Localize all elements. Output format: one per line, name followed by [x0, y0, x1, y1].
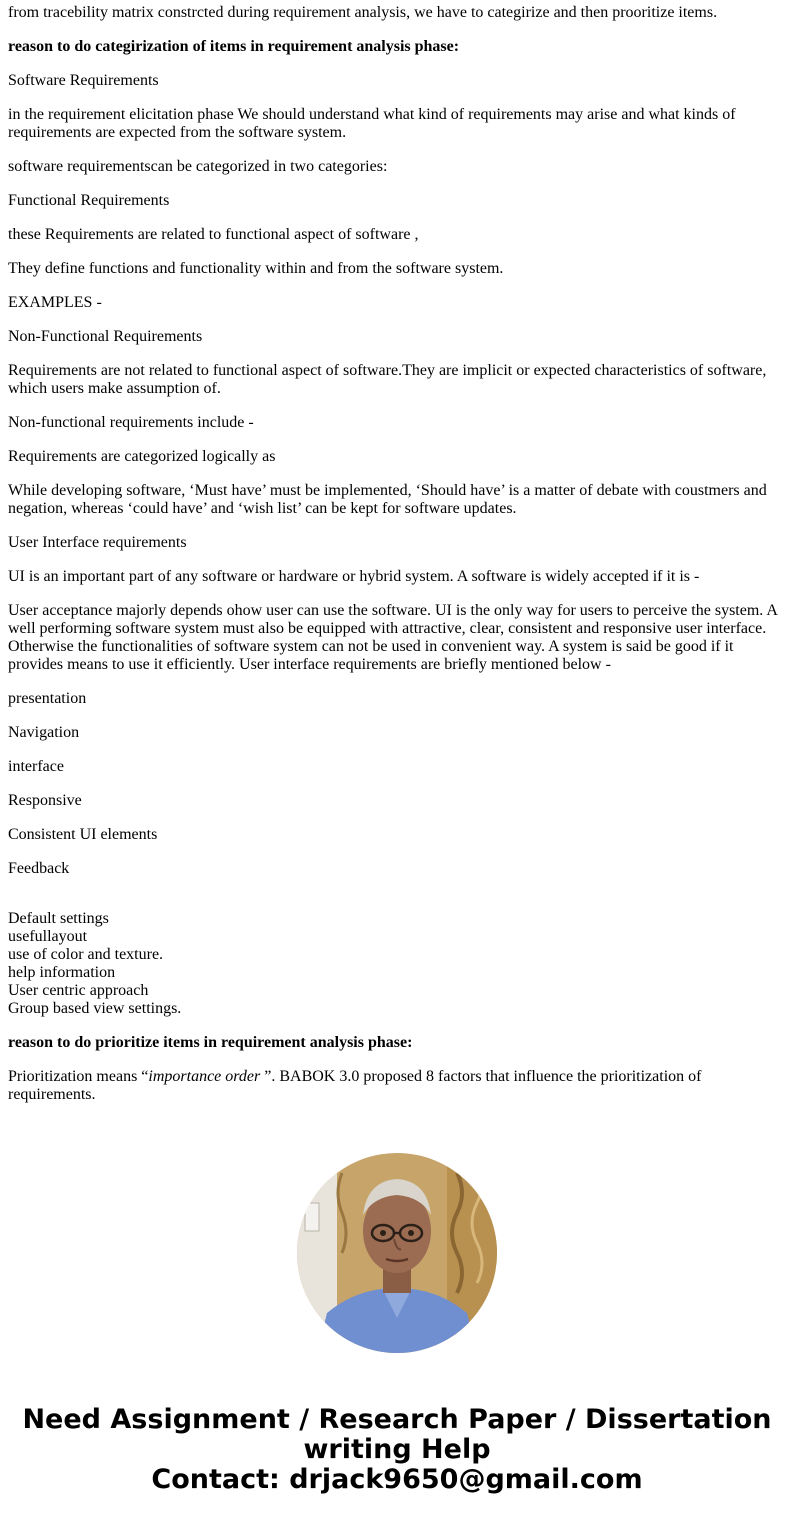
- moscow-paragraph: While developing software, ‘Must have’ must be implemented, ‘Should have’ is a matter of debate with coustmers and negation, whereas ‘could have’ and ‘wish list’ can be kept for software updates.: [8, 482, 767, 517]
- ui-requirements-list: [8, 910, 786, 1018]
- non-functional-include-label: Non-functional requirements include -: [8, 414, 254, 431]
- functions-paragraph: They define functions and functionality within and from the software system.: [8, 260, 504, 277]
- ui-item: interface: [8, 758, 64, 775]
- non-functional-requirements-label: Non-Functional Requirements: [8, 328, 203, 345]
- categories-paragraph: software requirementscan be categorized in two categories:: [8, 158, 388, 175]
- promo-footer: [0, 1405, 794, 1495]
- blank-line: [8, 894, 786, 910]
- ui-item: presentation: [8, 690, 87, 707]
- contact-email: Contact: drjack9650@gmail.com: [151, 1464, 643, 1495]
- list-item: User centric approach: [8, 982, 149, 999]
- list-item: usefullayout: [8, 928, 88, 945]
- ui-item: Responsive: [8, 792, 82, 809]
- author-avatar: [297, 1153, 497, 1353]
- promo-line: writing Help: [303, 1434, 491, 1465]
- categorized-logically-label: Requirements are categorized logically as: [8, 448, 276, 465]
- elicitation-paragraph: in the requirement elicitation phase We should understand what kind of requirements may arise and what kinds of requirements are expected from the software system.: [8, 106, 736, 141]
- list-item: help information: [8, 964, 116, 981]
- categorization-heading: reason to do categirization of items in requirement analysis phase:: [8, 38, 460, 55]
- ui-item: Navigation: [8, 724, 80, 741]
- ui-importance-paragraph: UI is an important part of any software or hardware or hybrid system. A software is widely accepted if it is -: [8, 568, 700, 585]
- ui-item: Feedback: [8, 860, 70, 877]
- functional-requirements-label: Functional Requirements: [8, 192, 170, 209]
- functional-aspect-paragraph: these Requirements are related to functional aspect of software ,: [8, 226, 419, 243]
- intro-paragraph: from tracebility matrix constrcted during requirement analysis, we have to categirize and then prooritize items.: [8, 4, 718, 21]
- prioritization-paragraph: [8, 1068, 786, 1104]
- user-acceptance-paragraph: User acceptance majorly depends ohow user can use the software. UI is the only way for users to perceive the system. A well performing software system must also be equipped with attractive, clear, consistent and responsive user interface. Otherwise the functionalities of software system can not be used in convenient way. A system is said be good if it provides means to use it efficiently. User interface requirements are briefly mentioned below -: [8, 602, 778, 673]
- list-item: Group based view settings.: [8, 1000, 182, 1017]
- prioritization-heading: reason to do prioritize items in requirement analysis phase:: [8, 1034, 413, 1051]
- promo-line: Need Assignment / Research Paper / Dissertation: [22, 1404, 772, 1435]
- ui-item: Consistent UI elements: [8, 826, 158, 843]
- list-item: use of color and texture.: [8, 946, 164, 963]
- non-functional-paragraph: Requirements are not related to functional aspect of software.They are implicit or expected characteristics of software, which users make assumption of.: [8, 362, 767, 397]
- list-item: Default settings: [8, 910, 109, 927]
- prioritization-text-end: ”. BABOK 3.0 proposed 8 factors that influence the prioritization of requirements.: [8, 1068, 702, 1103]
- prioritization-text-start: Prioritization means “: [8, 1068, 149, 1085]
- ui-requirements-label: User Interface requirements: [8, 534, 187, 551]
- importance-order-emphasis: importance order: [148, 1068, 261, 1085]
- examples-label: EXAMPLES -: [8, 294, 102, 311]
- software-requirements-label: Software Requirements: [8, 72, 159, 89]
- avatar-portrait-icon: [297, 1153, 497, 1353]
